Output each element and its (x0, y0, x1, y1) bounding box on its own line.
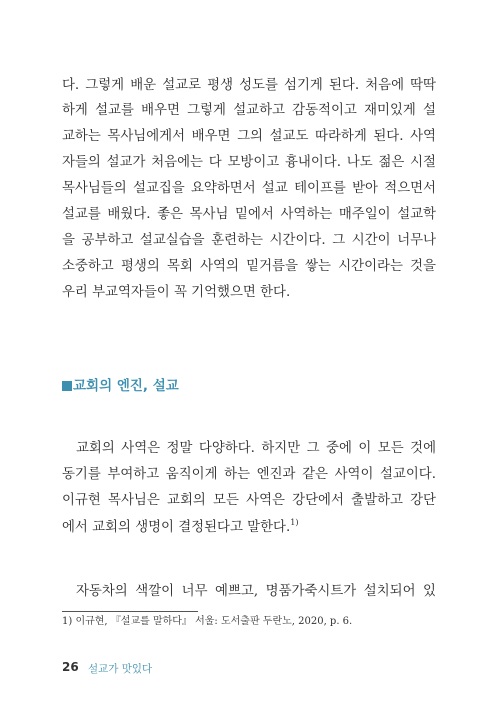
body-line: 자들의 설교가 처음에는 다 모방이고 흉내이다. 나도 젊은 시절 (62, 155, 436, 170)
footnote-reference[interactable]: 1) (290, 518, 299, 527)
body-line: 소중하고 평생의 목회 사역의 밑거름을 쌓는 시간이라는 것을 (62, 259, 436, 274)
body-line: 우리 부교역자들이 꼭 기억했으면 한다. (62, 285, 291, 300)
body-line: 설교를 배웠다. 좋은 목사님 밑에서 사역하는 매주일이 설교학 (62, 207, 436, 222)
body-line: 교하는 목사님에게서 배우면 그의 설교도 따라하게 된다. 사역 (62, 129, 436, 144)
body-line: 목사님들의 설교집을 요약하면서 설교 테이프를 받아 적으면서 (62, 181, 436, 196)
body-line-text: 에서 교회의 생명이 결정된다고 말한다. (62, 520, 291, 535)
section-heading-text: 교회의 엔진, 설교 (73, 378, 179, 394)
body-line: 하게 설교를 배우면 그렇게 설교하고 감동적이고 재미있게 설 (62, 103, 436, 118)
square-bullet-icon (62, 381, 72, 391)
body-line (62, 520, 436, 536)
body-line: 동기를 부여하고 움직이게 하는 엔진과 같은 사역이 설교이다. (62, 467, 436, 482)
footnote-divider (62, 611, 198, 612)
running-title: 설교가 맛있다 (88, 663, 153, 675)
footnote: 1) 이규현, 『설교를 말하다』 서울: 도서출판 두란노, 2020, p. 6. (62, 616, 353, 627)
page-number: 26 (62, 660, 79, 674)
body-line: 을 공부하고 설교실습을 훈련하는 시간이다. 그 시간이 너무나 (62, 233, 436, 248)
body-line: 이규현 목사님은 교회의 모든 사역은 강단에서 출발하고 강단 (62, 493, 436, 508)
body-line: 교회의 사역은 정말 다양하다. 하지만 그 중에 이 모든 것에 (76, 441, 436, 456)
body-line: 자동차의 색깔이 너무 예쁘고, 명품가죽시트가 설치되어 있 (76, 584, 436, 599)
body-line: 다. 그렇게 배운 설교로 평생 성도를 섬기게 된다. 처음에 딱딱 (62, 78, 436, 93)
section-heading (62, 378, 179, 394)
